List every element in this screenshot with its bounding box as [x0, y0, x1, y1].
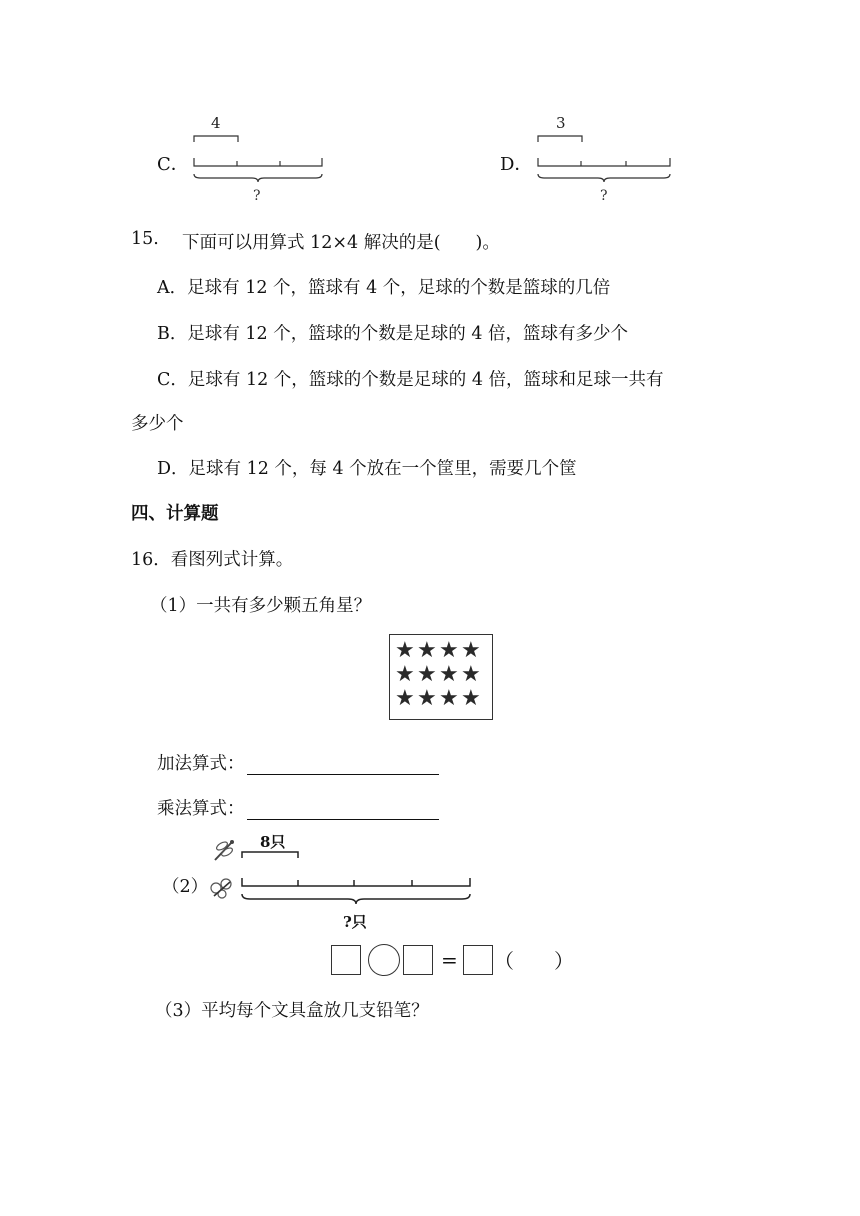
star-icon: ★: [439, 662, 459, 687]
segment-label: 8只: [260, 833, 286, 851]
star-icon: ★: [439, 638, 459, 663]
star-icon: ★: [395, 686, 415, 711]
q15-option-b[interactable]: B．足球有 12 个，篮球的个数是足球的 4 倍，篮球有多少个: [157, 324, 629, 344]
q15-option-a[interactable]: A．足球有 12 个，篮球有 4 个，足球的个数是篮球的几倍: [157, 278, 611, 298]
star-icon: ★: [417, 686, 437, 711]
q15-option-c[interactable]: C．足球有 12 个，篮球的个数是足球的 4 倍，篮球和足球一共有: [157, 370, 664, 390]
star-grid: [395, 639, 487, 715]
q15-number: 15.: [131, 229, 159, 249]
star-icon: ★: [461, 638, 481, 663]
q16-part1-prompt: （1）一共有多少颗五角星？: [150, 596, 372, 616]
butterfly-icon: [208, 874, 236, 902]
unit-parenthesis[interactable]: （ ）: [494, 949, 574, 973]
q14-option-c-total-label: ?: [253, 188, 261, 204]
star-icon: ★: [395, 662, 415, 687]
star-icon: ★: [439, 686, 459, 711]
section-title: 四、计算题: [131, 504, 219, 524]
total-label: ?只: [343, 913, 367, 931]
equals-sign: =: [441, 948, 458, 972]
q14-option-d-segment-label: 3: [556, 114, 566, 132]
star-icon: ★: [461, 662, 481, 687]
multiplication-answer-blank[interactable]: [247, 801, 439, 820]
answer-box-3[interactable]: [463, 945, 493, 975]
answer-box-1[interactable]: [331, 945, 361, 975]
comparison-bar-diagram: [238, 848, 478, 898]
multiplication-equation-row: [157, 795, 439, 820]
star-icon: ★: [395, 638, 415, 663]
q14-option-c-label: C．: [157, 154, 189, 175]
q15-option-c-continued: 多少个: [131, 414, 184, 434]
answer-box-2[interactable]: [403, 945, 433, 975]
operator-circle[interactable]: [368, 944, 400, 976]
star-icon: ★: [417, 638, 437, 663]
multiplication-label: 乘法算式：: [157, 799, 245, 819]
addition-equation-row: [157, 750, 439, 775]
star-icon: ★: [417, 662, 437, 687]
q16-part2-label: （2）: [162, 877, 209, 897]
addition-label: 加法算式：: [157, 754, 245, 774]
dragonfly-icon: [212, 838, 236, 864]
q15-option-d[interactable]: D．足球有 12 个，每 4 个放在一个筐里，需要几个筐: [157, 459, 577, 479]
q16-part3-prompt: （3）平均每个文具盒放几支铅笔？: [155, 1001, 429, 1021]
q15-stem: 下面可以用算式 12×4 解决的是( )。: [182, 233, 500, 253]
q14-option-d-label: D．: [500, 154, 533, 175]
addition-answer-blank[interactable]: [247, 756, 439, 775]
q16-stem: 16．看图列式计算。: [131, 550, 294, 570]
q14-option-c-segment-label: 4: [211, 114, 221, 132]
q14-option-d-total-label: ?: [600, 188, 608, 204]
star-icon: ★: [461, 686, 481, 711]
